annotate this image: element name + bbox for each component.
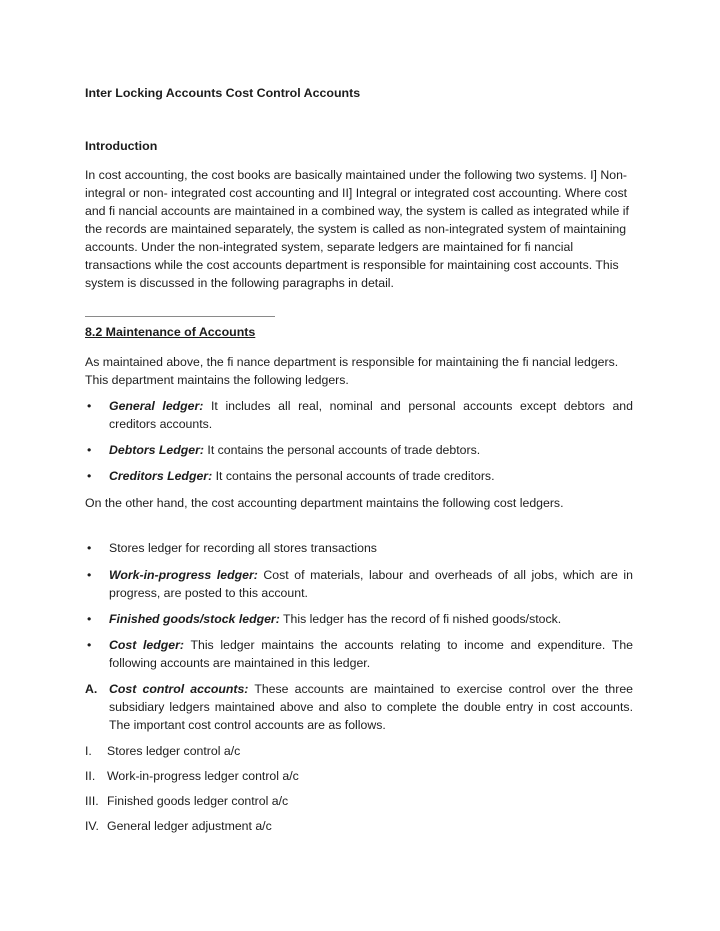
list-item-text xyxy=(109,467,633,485)
list-item-text xyxy=(109,566,633,602)
document-title: Inter Locking Accounts Cost Control Accounts xyxy=(85,86,361,100)
introduction-paragraph: In cost accounting, the cost books are basically maintained under the following two systems. I] Non- integral or non- integrated cost accounting and II] Integral or integrated cost accounting. Where cost and fi nancial accounts are maintained in a combined way, the system is called as integrated while if the records are maintained separately, the system is called as non-integrated system of maintaining accounts. Under the non-integrated system, separate ledgers are maintained for fi nancial transactions while the cost accounts department is responsible for maintaining cost accounts. This system is discussed in the following paragraphs in detail. xyxy=(85,168,629,290)
list-item-text xyxy=(109,636,633,672)
list-item-text: Finished goods ledger control a/c xyxy=(107,794,289,808)
bullet-marker: • xyxy=(87,443,92,457)
introduction-heading: Introduction xyxy=(85,139,158,153)
list-item-body: It includes all real, nominal and personal accounts except debtors and creditors accounts. xyxy=(109,399,633,431)
list-item-body: It contains the personal accounts of trade debtors. xyxy=(203,443,481,457)
bullet-marker: • xyxy=(87,469,92,483)
list-item-label: Finished goods/stock ledger: xyxy=(109,612,280,626)
list-item-body: Stores ledger for recording all stores transactions xyxy=(109,541,377,555)
section-paragraph: As maintained above, the fi nance department is responsible for maintaining the fi nancial ledgers. This department maintains the following ledgers. xyxy=(85,355,619,387)
list-item-text: Stores ledger control a/c xyxy=(107,744,241,758)
list-item-text xyxy=(109,397,633,433)
bullet-marker: • xyxy=(87,638,92,652)
list-item-text xyxy=(109,539,633,557)
list-item-label: Creditors Ledger: xyxy=(109,469,213,483)
bullet-marker: • xyxy=(87,399,92,413)
list-item-label: Debtors Ledger: xyxy=(109,443,204,457)
list-item-label: Cost control accounts: xyxy=(109,682,249,696)
section-heading: 8.2 Maintenance of Accounts xyxy=(85,325,256,339)
bullet-marker: • xyxy=(87,541,92,555)
list-item-label: Work-in-progress ledger: xyxy=(109,568,258,582)
list-item-label: General ledger: xyxy=(109,399,204,413)
letter-marker: A. xyxy=(85,682,98,696)
section-divider xyxy=(85,316,275,317)
list-item-text xyxy=(109,610,633,628)
roman-marker: II. xyxy=(85,769,96,783)
list-item-body: This ledger has the record of fi nished goods/stock. xyxy=(279,612,562,626)
list-item-body: These accounts are maintained to exercise control over the three subsidiary ledgers maintained above and also to complete the double entry in cost accounts. The important cost control accounts are as follows. xyxy=(109,682,633,732)
list-item-body: This ledger maintains the accounts relating to income and expenditure. The following accounts are maintained in this ledger. xyxy=(109,638,633,670)
list-item-text: Work-in-progress ledger control a/c xyxy=(107,769,299,783)
roman-marker: III. xyxy=(85,794,99,808)
list-item-label: Cost ledger: xyxy=(109,638,185,652)
list-item-body: Cost of materials, labour and overheads of all jobs, which are in progress, are posted to this account. xyxy=(109,568,633,600)
roman-marker: I. xyxy=(85,744,92,758)
cost-department-paragraph: On the other hand, the cost accounting department maintains the following cost ledgers. xyxy=(85,496,564,510)
list-item-body: It contains the personal accounts of trade creditors. xyxy=(212,469,495,483)
list-item-text xyxy=(109,441,633,459)
list-item-text xyxy=(109,680,633,734)
bullet-marker: • xyxy=(87,612,92,626)
roman-marker: IV. xyxy=(85,819,99,833)
list-item-text: General ledger adjustment a/c xyxy=(107,819,272,833)
bullet-marker: • xyxy=(87,568,92,582)
